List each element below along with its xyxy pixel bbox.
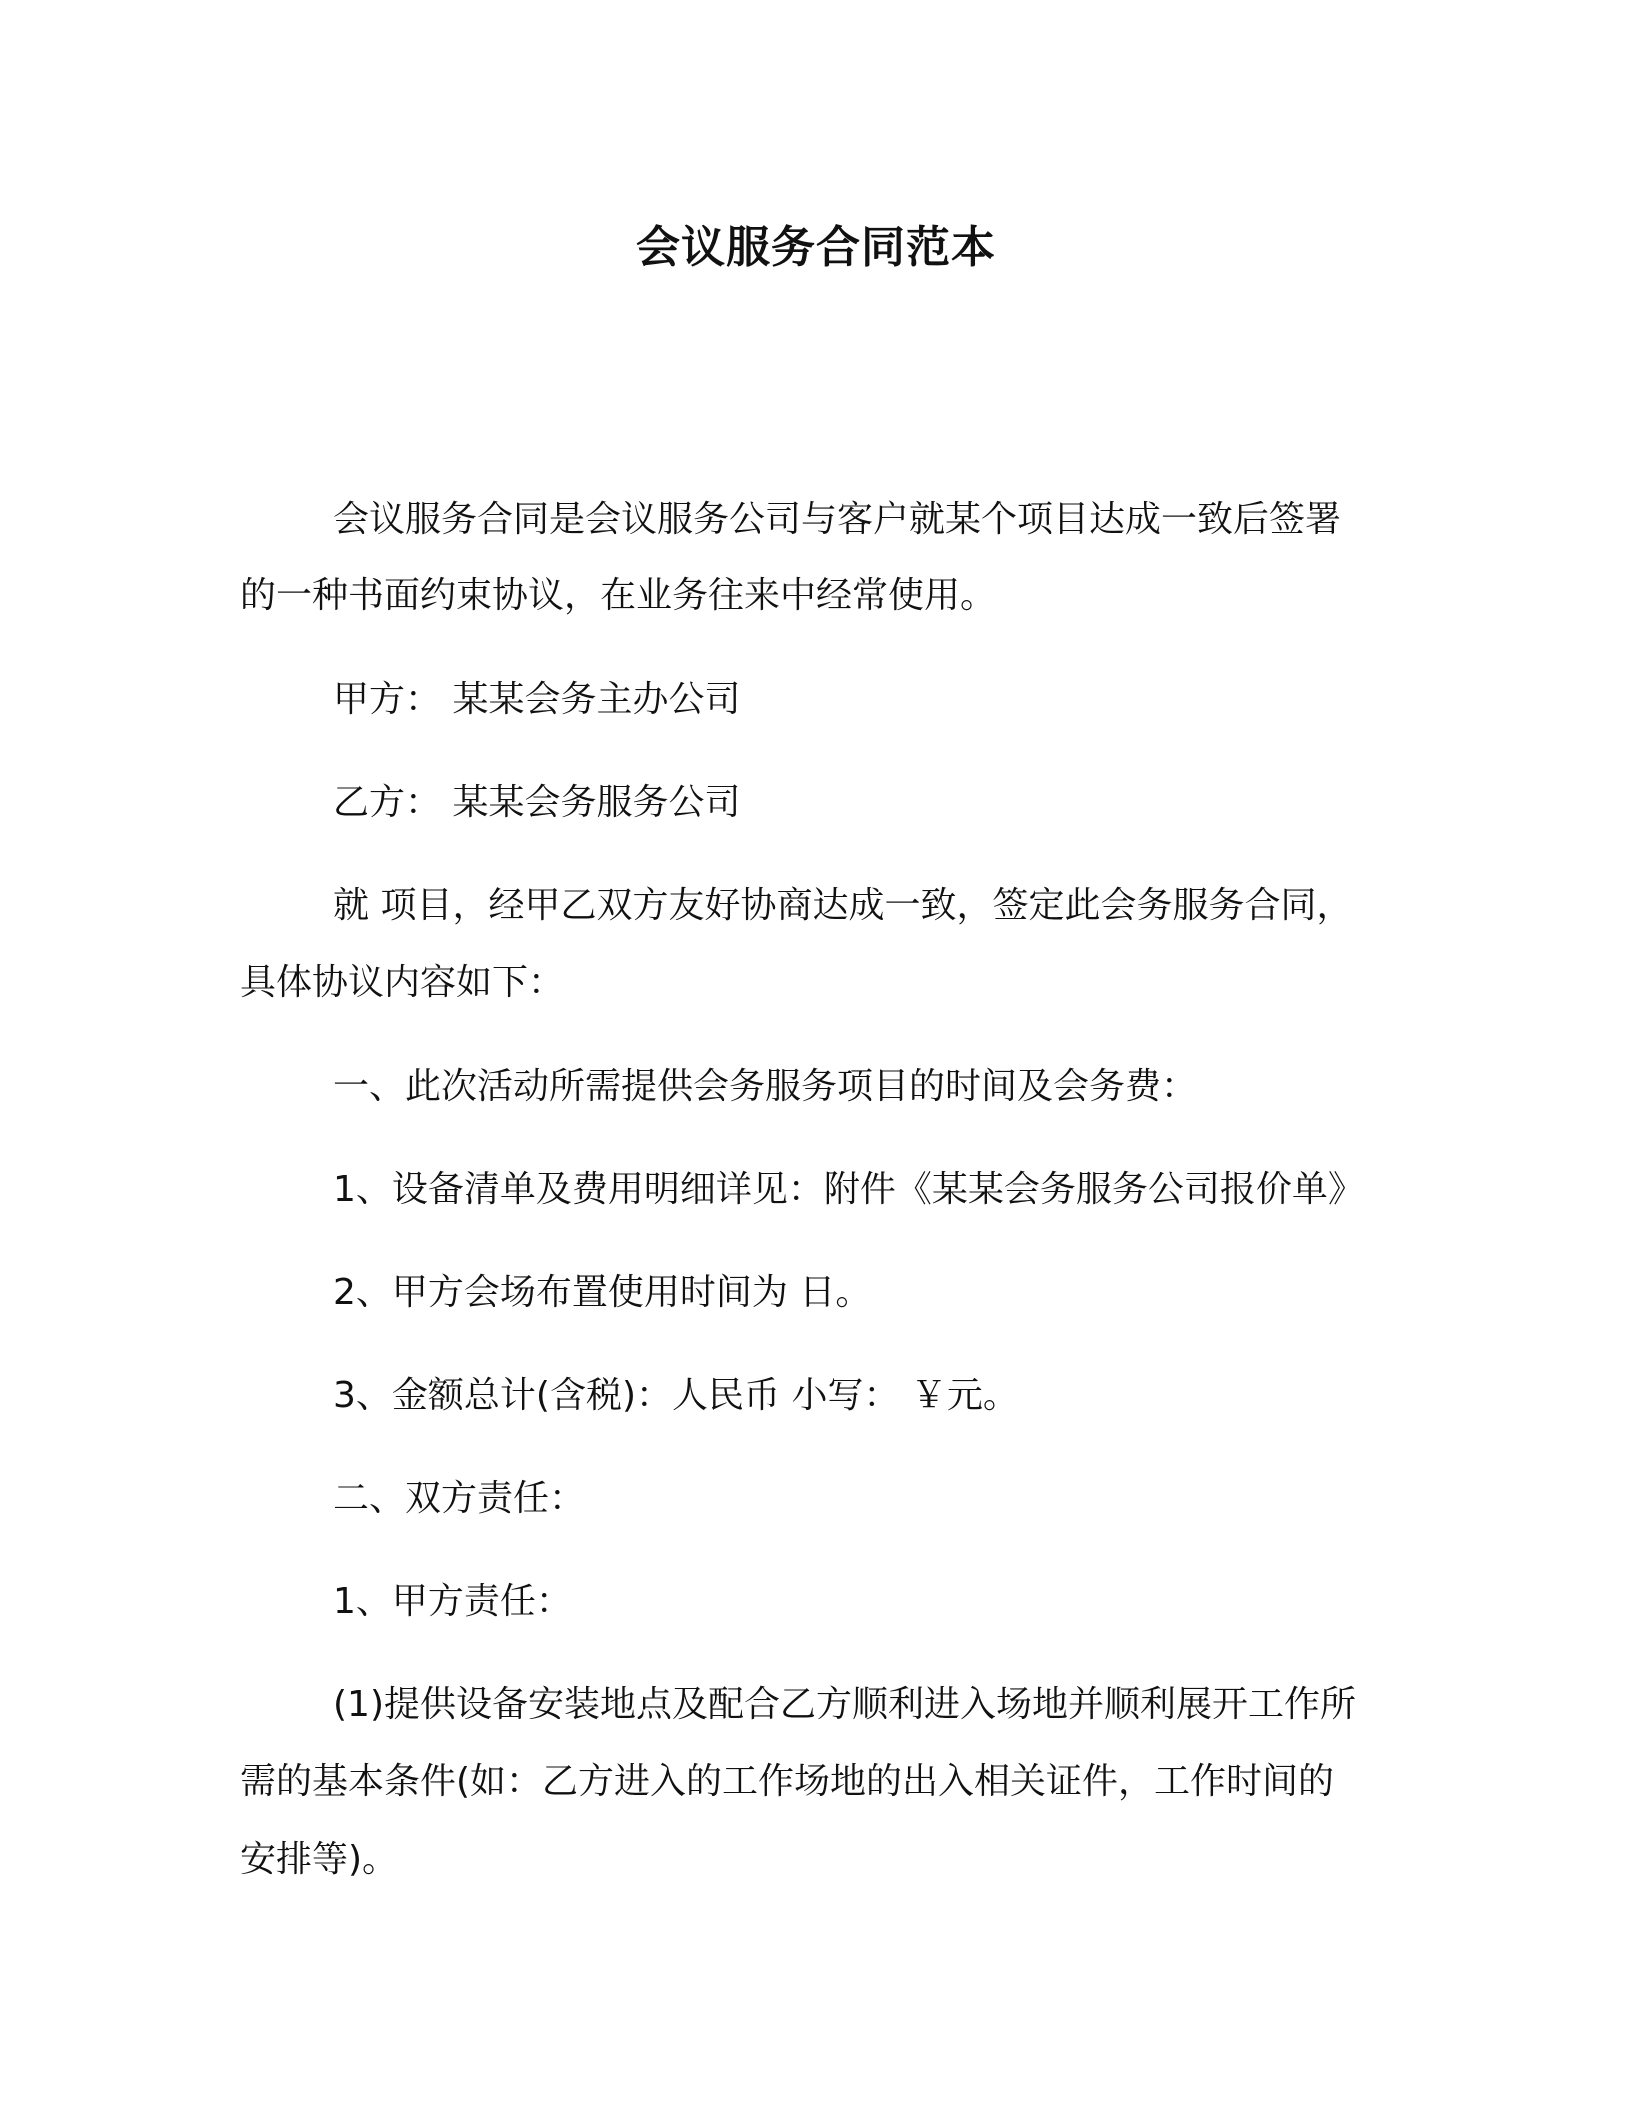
party-b-line: 乙方： 某某会务服务公司 [333,782,741,823]
agreement-line-2: 具体协议内容如下： [240,962,565,1003]
clause-2-1: 1、甲方责任： [333,1581,572,1622]
section-2-heading: 二、双方责任： [333,1478,586,1519]
section-1-heading: 一、此次活动所需提供会务服务项目的时间及会务费： [333,1066,1198,1107]
clause-2-1-1-line-1: (1)提供设备安装地点及配合乙方顺利进入场地并顺利展开工作所 [333,1684,1356,1725]
clause-1-2: 2、甲方会场布置使用时间为 日。 [333,1272,872,1313]
intro-line-1: 会议服务合同是会议服务公司与客户就某个项目达成一致后签署 [333,499,1342,540]
clause-2-1-1-line-2: 需的基本条件(如：乙方进入的工作场地的出入相关证件，工作时间的 [240,1761,1335,1802]
clause-2-1-1-line-3: 安排等)。 [240,1839,399,1880]
intro-line-2: 的一种书面约束协议，在业务往来中经常使用。 [240,575,997,616]
document-title: 会议服务合同范本 [636,222,996,273]
clause-1-1: 1、设备清单及费用明细详见：附件《某某会务服务公司报价单》 [333,1169,1364,1210]
agreement-line-1: 就 项目，经甲乙双方友好协商达成一致，签定此会务服务合同， [333,885,1353,926]
clause-1-3: 3、金额总计(含税)：人民币 小写： ￥元。 [333,1375,1019,1416]
party-a-line: 甲方： 某某会务主办公司 [333,679,741,720]
